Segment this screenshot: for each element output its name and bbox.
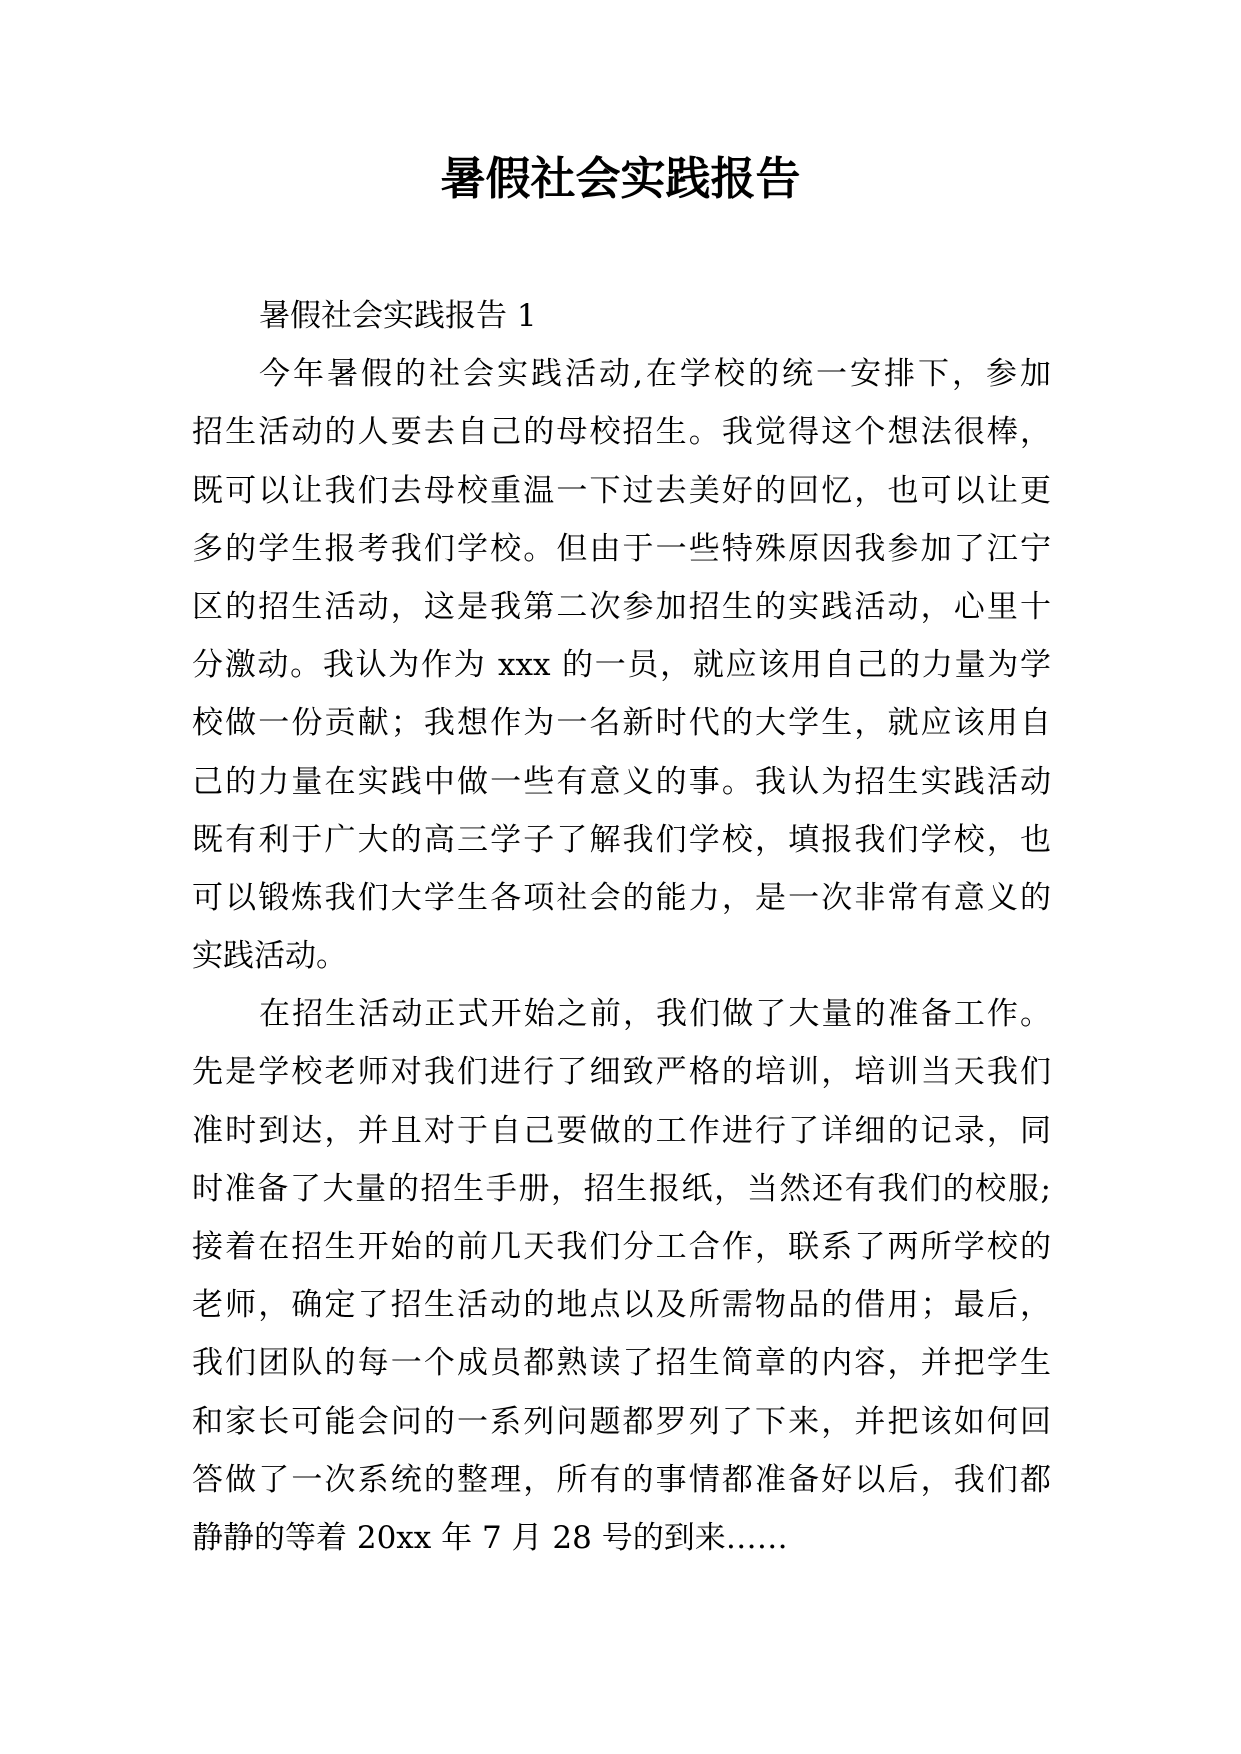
paragraph-line: 区的招生活动，这是我第二次参加招生的实践活动，心里十 [192, 588, 1051, 625]
paragraph-line: 实践活动。 [192, 938, 347, 975]
paragraph-line: 在招生活动正式开始之前，我们做了大量的准备工作。 [259, 996, 1051, 1033]
paragraph-line: 校做一份贡献；我想作为一名新时代的大学生，就应该用自 [192, 705, 1051, 742]
paragraph-line: 准时到达，并且对于自己要做的工作进行了详细的记录，同 [192, 1112, 1051, 1149]
paragraph-line: 招生活动的人要去自己的母校招生。我觉得这个想法很棒， [192, 414, 1051, 451]
paragraph-line: 我们团队的每一个成员都熟读了招生简章的内容，并把学生 [192, 1345, 1051, 1382]
paragraph-line: 老师，确定了招生活动的地点以及所需物品的借用；最后， [192, 1287, 1051, 1324]
paragraph-1 [192, 345, 1051, 985]
paragraph-line: 静静的等着 20xx 年 7 月 28 号的到来…… [192, 1519, 788, 1556]
paragraph-line: 多的学生报考我们学校。但由于一些特殊原因我参加了江宁 [192, 530, 1051, 567]
paragraph-2 [192, 985, 1051, 1567]
paragraph-line: 先是学校老师对我们进行了细致严格的培训，培训当天我们 [192, 1054, 1051, 1091]
document-body [192, 287, 1051, 1567]
paragraph-line: 答做了一次系统的整理，所有的事情都准备好以后，我们都 [192, 1461, 1051, 1498]
paragraph-line: 己的力量在实践中做一些有意义的事。我认为招生实践活动 [192, 763, 1051, 800]
paragraph-line: 可以锻炼我们大学生各项社会的能力，是一次非常有意义的 [192, 879, 1051, 916]
paragraph-line: 和家长可能会问的一系列问题都罗列了下来，并把该如何回 [192, 1403, 1051, 1440]
paragraph-line: 时准备了大量的招生手册，招生报纸，当然还有我们的校服; [192, 1170, 1051, 1207]
paragraph-line: 既有利于广大的高三学子了解我们学校，填报我们学校，也 [192, 821, 1051, 858]
document-title: 暑假社会实践报告 [440, 152, 801, 205]
paragraph-line: 接着在招生开始的前几天我们分工合作，联系了两所学校的 [192, 1229, 1051, 1265]
paragraph-line: 分激动。我认为作为 xxx 的一员，就应该用自己的力量为学 [192, 647, 1051, 684]
section-heading: 暑假社会实践报告 1 [259, 298, 537, 334]
paragraph-line: 既可以让我们去母校重温一下过去美好的回忆，也可以让更 [192, 472, 1051, 509]
paragraph-line: 今年暑假的社会实践活动,在学校的统一安排下，参加 [259, 356, 1051, 393]
